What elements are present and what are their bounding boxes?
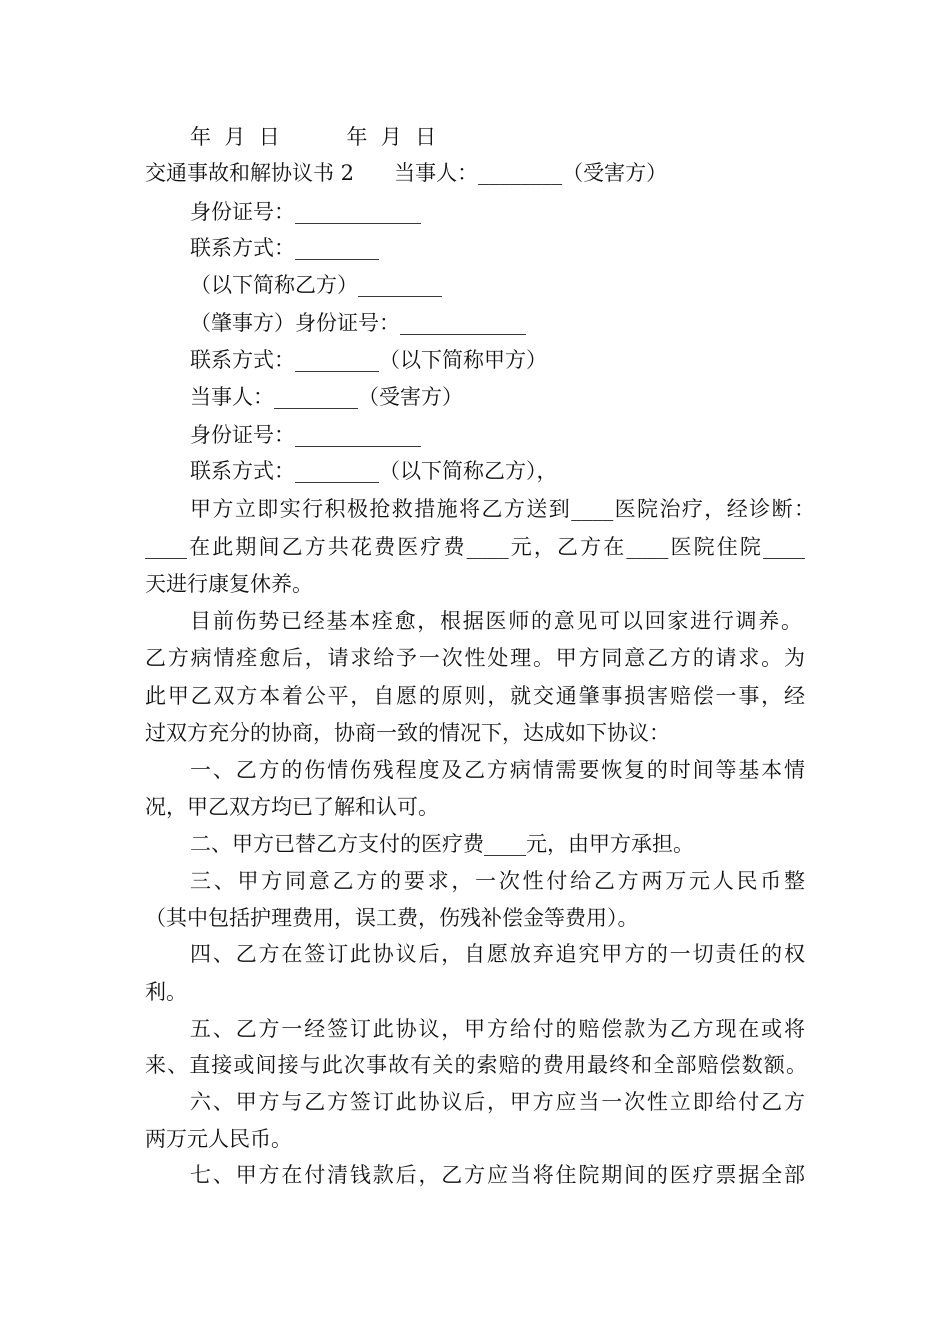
paragraph-line: 天进行康复休养。	[145, 572, 313, 596]
paragraph-line: （其中包括护理费用，误工费，伤残补偿金等费用）。	[145, 906, 639, 930]
text-line: 身份证号：____________	[190, 423, 421, 447]
paragraph-line: 此甲乙双方本着公平，自愿的原则，就交通肇事损害赔偿一事，经	[145, 684, 805, 708]
paragraph-line: ____在此期间乙方共花费医疗费____元，乙方在____医院住院____	[145, 535, 805, 559]
title-line: 交通事故和解协议书 2 当事人：________（受害方）	[145, 161, 668, 185]
paragraph-line: 况，甲乙双方均已了解和认可。	[145, 795, 439, 819]
text-line: （以下简称乙方）________	[190, 273, 442, 297]
paragraph-line: 七、甲方在付清钱款后，乙方应当将住院期间的医疗票据全部	[190, 1163, 805, 1187]
paragraph-line: 二、甲方已替乙方支付的医疗费____元，由甲方承担。	[190, 832, 694, 856]
text-line: 联系方式：________	[190, 236, 379, 260]
paragraph-line: 目前伤势已经基本痊愈，根据医师的意见可以回家进行调养。	[190, 609, 802, 633]
paragraph-line: 三、甲方同意乙方的要求，一次性付给乙方两万元人民币整	[190, 869, 805, 893]
text-line: 联系方式：________（以下简称甲方）	[190, 348, 547, 372]
paragraph-line: 五、乙方一经签订此协议，甲方给付的赔偿款为乙方现在或将	[190, 1017, 805, 1041]
text-line: 联系方式：________（以下简称乙方），	[190, 459, 558, 483]
text-line: 身份证号：____________	[190, 200, 421, 224]
paragraph-line: 一、乙方的伤情伤残程度及乙方病情需要恢复的时间等基本情	[190, 758, 805, 782]
date-line: 年 月 日 年 月 日	[190, 125, 437, 149]
paragraph-line: 甲方立即实行积极抢救措施将乙方送到____医院治疗，经诊断：	[190, 497, 815, 521]
paragraph-line: 过双方充分的协商，协商一致的情况下，达成如下协议：	[145, 721, 670, 745]
text-line: （肇事方）身份证号：____________	[190, 311, 526, 335]
paragraph-line: 来、直接或间接与此次事故有关的索赔的费用最终和全部赔偿数额。	[145, 1053, 807, 1077]
text-line: 当事人：________（受害方）	[190, 385, 463, 409]
paragraph-line: 乙方病情痊愈后，请求给予一次性处理。甲方同意乙方的请求。为	[145, 646, 805, 670]
paragraph-line: 利。	[145, 980, 187, 1004]
paragraph-line: 六、甲方与乙方签订此协议后，甲方应当一次性立即给付乙方	[190, 1090, 805, 1114]
paragraph-line: 四、乙方在签订此协议后，自愿放弃追究甲方的一切责任的权	[190, 942, 805, 966]
paragraph-line: 两万元人民币。	[145, 1127, 292, 1151]
